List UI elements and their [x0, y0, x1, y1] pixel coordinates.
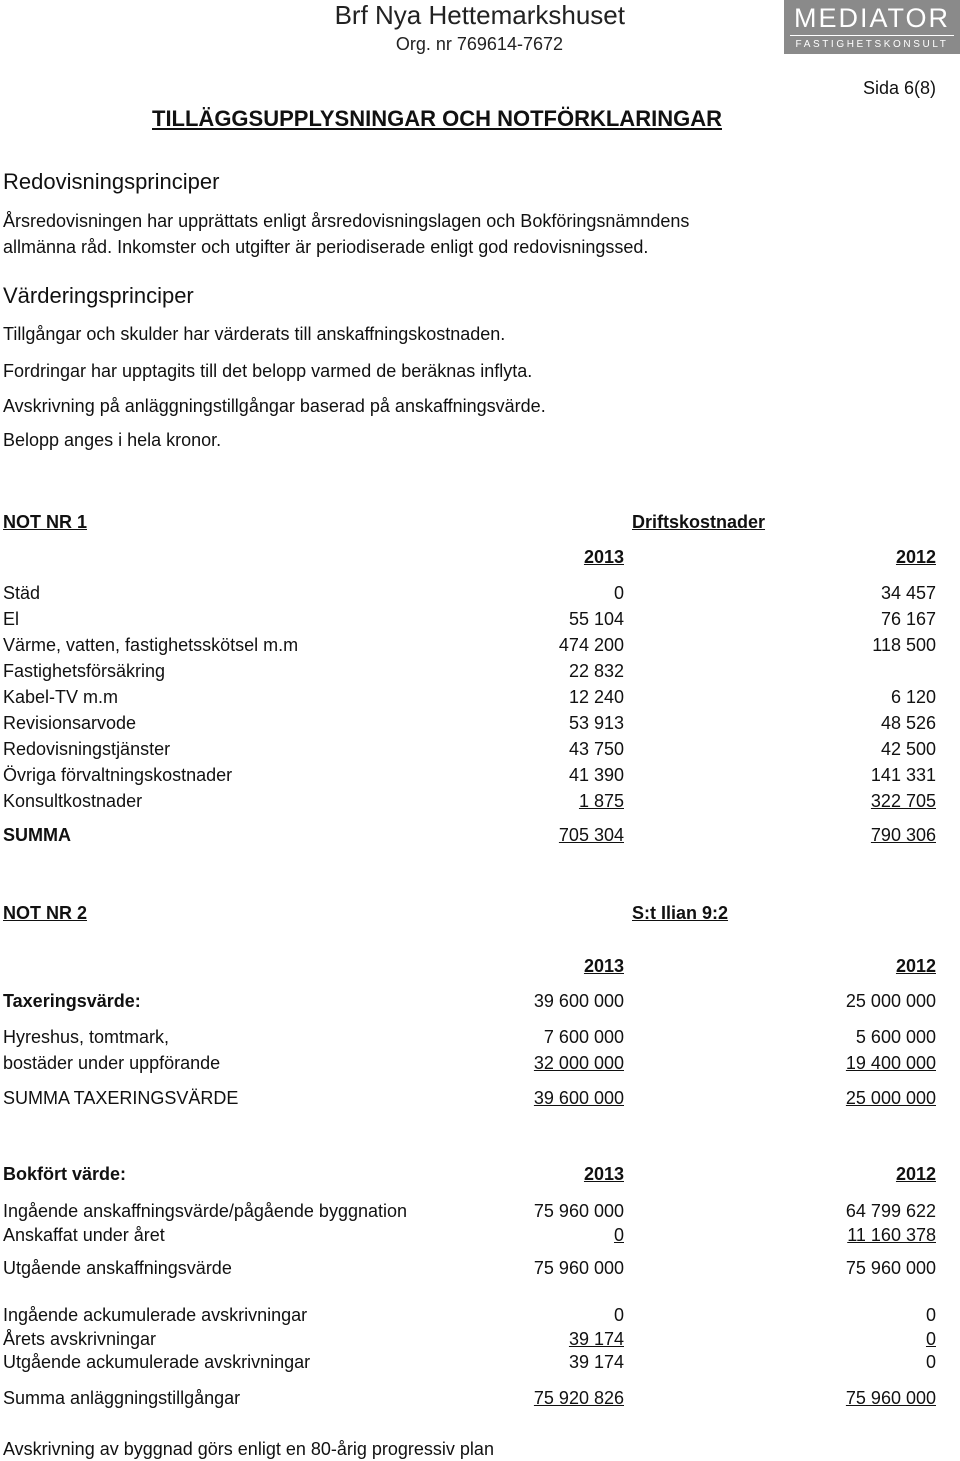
- note-1-row-label: Redovisningstjänster: [3, 739, 171, 759]
- note-1-row-2012: 48 526: [880, 713, 936, 733]
- tax-value-2013: 39 600 000: [533, 991, 624, 1011]
- note-1-row-label: Fastighetsförsäkring: [3, 661, 166, 681]
- book-value-row-label: Utgående ackumulerade avskrivningar: [3, 1352, 311, 1372]
- note-1-row-2012: 322 705: [870, 791, 936, 811]
- note-1-row-2012: 118 500: [872, 635, 936, 655]
- total-tax-value-label: SUMMA TAXERINGSVÄRDE: [3, 1088, 239, 1108]
- logo-sub-text: FASTIGHETSKONSULT: [790, 35, 954, 51]
- housing-under-construction-2012: 19 400 000: [845, 1053, 936, 1073]
- housing-under-construction-2013: 32 000 000: [533, 1053, 624, 1073]
- book-value-row-2013: 75 960 000: [533, 1201, 624, 1221]
- book-value-row-2012: 0: [925, 1329, 936, 1349]
- book-value-row-label: Ingående ackumulerade avskrivningar: [3, 1305, 308, 1325]
- page-number: Sida 6(8): [862, 78, 936, 98]
- note-1-row-2012: 141 331: [870, 765, 936, 785]
- valuation-principles-line: Fordringar har upptagits till det belopp varmed de beräknas inflyta.: [3, 361, 533, 381]
- note-1-row-2013: 43 750: [568, 739, 624, 759]
- book-value-row-label: Anskaffat under året: [3, 1225, 165, 1245]
- note-1-row-2012: 34 457: [880, 583, 936, 603]
- note-1-row-2013: 12 240: [568, 687, 624, 707]
- book-value-row-2012: 75 960 000: [845, 1388, 936, 1408]
- note-1-row-label: Revisionsarvode: [3, 713, 137, 733]
- note-1-row-2013: 1 875: [578, 791, 624, 811]
- note-1-row-label: Värme, vatten, fastighetsskötsel m.m: [3, 635, 299, 655]
- note-1-row-label: Kabel-TV m.m: [3, 687, 119, 707]
- valuation-principles-heading: Värderingsprinciper: [3, 283, 194, 308]
- book-value-row-2012: 0: [925, 1352, 936, 1372]
- logo-main-text: MEDIATOR: [793, 3, 950, 33]
- book-value-row-label: Utgående anskaffningsvärde: [3, 1258, 232, 1278]
- rental-building-label: Hyreshus, tomtmark,: [3, 1027, 170, 1047]
- book-value-row-2012: 0: [925, 1305, 936, 1325]
- book-value-row-label: Ingående anskaffningsvärde/pågående byggnation: [3, 1201, 408, 1221]
- tax-value-label: Taxeringsvärde:: [3, 991, 141, 1011]
- housing-under-construction-label: bostäder under uppförande: [3, 1053, 221, 1073]
- book-value-row-2013: 75 960 000: [533, 1258, 624, 1278]
- note-1-sum-2012: 790 306: [870, 825, 936, 845]
- tax-value-2012: 25 000 000: [845, 991, 936, 1011]
- note-1-year-2012: 2012: [895, 547, 936, 567]
- note-1-sum-2013: 705 304: [558, 825, 624, 845]
- note-1-row-2013: 474 200: [558, 635, 624, 655]
- book-value-row-2013: 75 920 826: [533, 1388, 624, 1408]
- depreciation-note: Avskrivning av byggnad görs enligt en 80-årig progressiv plan: [3, 1439, 494, 1459]
- book-value-row-2012: 11 160 378: [847, 1225, 936, 1245]
- mediator-logo: [784, 0, 960, 54]
- book-value-year-2013: 2013: [583, 1164, 624, 1184]
- book-value-row-2013: 0: [613, 1225, 624, 1245]
- book-value-row-2012: 64 799 622: [845, 1201, 936, 1221]
- note-2-year-2013: 2013: [583, 956, 624, 976]
- accounting-principles-heading: Redovisningsprinciper: [3, 169, 220, 194]
- note-1-row-2013: 41 390: [568, 765, 624, 785]
- note-2-title: S:t Ilian 9:2: [632, 903, 729, 923]
- book-value-row-2013: 39 174: [568, 1329, 624, 1349]
- document-title: TILLÄGGSUPPLYSNINGAR OCH NOTFÖRKLARINGAR: [152, 106, 722, 131]
- book-value-row-2013: 0: [613, 1305, 624, 1325]
- accounting-principles-line-2: allmänna råd. Inkomster och utgifter är periodiserade enligt god redovisningssed.: [3, 237, 649, 257]
- note-1-label: NOT NR 1: [3, 512, 88, 532]
- note-1-row-label: Städ: [3, 583, 41, 603]
- note-1-row-label: Övriga förvaltningskostnader: [3, 765, 233, 785]
- note-1-row-2013: 55 104: [568, 609, 624, 629]
- note-1-row-2012: 76 167: [880, 609, 936, 629]
- organization-number: Org. nr 769614-7672: [395, 34, 563, 54]
- note-1-row-2013: 0: [613, 583, 624, 603]
- total-tax-value-2012: 25 000 000: [845, 1088, 936, 1108]
- book-value-label: Bokfört värde:: [3, 1164, 127, 1184]
- note-1-sum-label: SUMMA: [3, 825, 71, 845]
- note-1-year-2013: 2013: [583, 547, 624, 567]
- book-value-row-label: Summa anläggningstillgångar: [3, 1388, 241, 1408]
- organization-name: Brf Nya Hettemarkshuset: [334, 0, 625, 30]
- total-tax-value-2013: 39 600 000: [533, 1088, 624, 1108]
- note-1-row-2013: 22 832: [568, 661, 624, 681]
- book-value-row-label: Årets avskrivningar: [3, 1329, 157, 1349]
- rental-building-2012: 5 600 000: [855, 1027, 936, 1047]
- note-1-row-label: El: [3, 609, 20, 629]
- accounting-principles-line-1: Årsredovisningen har upprättats enligt årsredovisningslagen och Bokföringsnämndens: [3, 211, 690, 231]
- note-1-row-2013: 53 913: [568, 713, 624, 733]
- note-1-title: Driftskostnader: [632, 512, 766, 532]
- note-1-row-2012: 42 500: [880, 739, 936, 759]
- note-1-row-label: Konsultkostnader: [3, 791, 143, 811]
- note-2-label: NOT NR 2: [3, 903, 88, 923]
- valuation-principles-line: Tillgångar och skulder har värderats till anskaffningskostnaden.: [3, 324, 506, 344]
- note-1-row-2012: 6 120: [890, 687, 936, 707]
- rental-building-2013: 7 600 000: [543, 1027, 624, 1047]
- book-value-row-2012: 75 960 000: [845, 1258, 936, 1278]
- note-2-year-2012: 2012: [895, 956, 936, 976]
- book-value-year-2012: 2012: [895, 1164, 936, 1184]
- valuation-principles-line: Belopp anges i hela kronor.: [3, 430, 222, 450]
- valuation-principles-line: Avskrivning på anläggningstillgångar baserad på anskaffningsvärde.: [3, 396, 546, 416]
- book-value-row-2013: 39 174: [568, 1352, 624, 1372]
